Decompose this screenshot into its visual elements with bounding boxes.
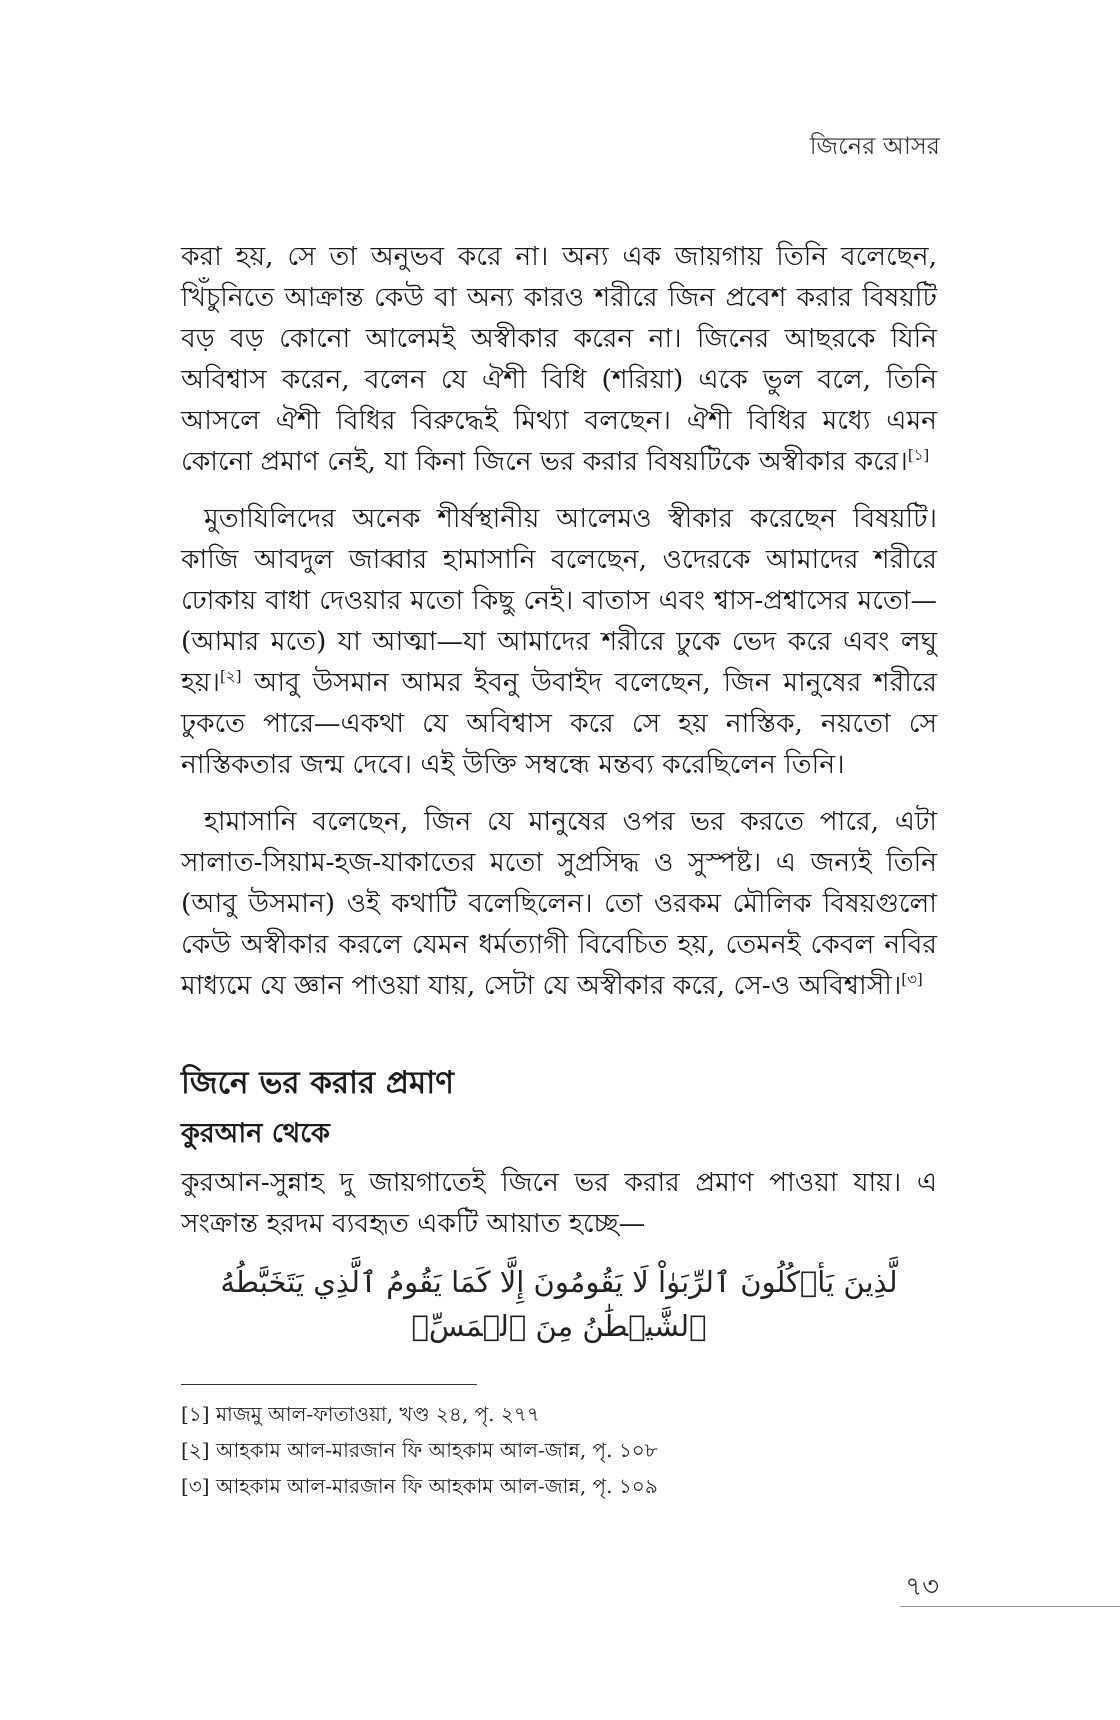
footnote-3: [৩] আহকাম আল-মারজান ফি আহকাম আল-জান্ন, পৃ. ১০৯ <box>181 1474 658 1498</box>
footnote-2: [২] আহকাম আল-মারজান ফি আহকাম আল-জান্ন, পৃ. ১০৮ <box>181 1438 658 1462</box>
paragraph-2-text-cont: আবু উসমান আমর ইবনু উবাইদ বলেছেন, জিন মানুষের শরীরে ঢুকতে পারে—একথা যে অবিশ্বাস করে সে হয় নাস্তিক, নয়তো সে নাস্তিকতার জন্ম দেবে। এই উক্তি সম্বন্ধে মন্তব্য করেছিলেন তিনি। <box>181 667 937 780</box>
arabic-verse <box>181 1260 937 1348</box>
page-number-rule <box>900 1606 1120 1607</box>
footnote-divider <box>181 1384 477 1385</box>
footnote-1: [১] মাজমু আল-ফাতাওয়া, খণ্ড ২৪, পৃ. ২৭৭ <box>181 1402 540 1426</box>
paragraph-1 <box>181 236 937 482</box>
page-number: ৭৩ <box>905 1572 939 1602</box>
page-body <box>181 236 937 1348</box>
footnote-ref-1: [১] <box>907 446 930 465</box>
running-head: জিনের আসর <box>809 132 940 160</box>
arabic-verse-line-2: ٱلشَّيۡطَٰنُ مِنَ ٱلۡمَسِّۚ <box>411 1309 707 1343</box>
paragraph-3 <box>181 801 937 1006</box>
paragraph-2-text: মুতাযিলিদের অনেক শীর্ষস্থানীয় আলেমও স্বীকার করেছেন বিষয়টি। কাজি আবদুল জাব্বার হামাসানি বলেছেন, ওদেরকে আমাদের শরীরে ঢোকায় বাধা দেওয়ার মতো কিছু নেই। বাতাস এবং শ্বাস-প্রশ্বাসের মতো—(আমার মতে) যা আত্মা—যা আমাদের শরীরে ঢুকে ভেদ করে এবং লঘু হয়। <box>181 503 937 698</box>
footnotes <box>181 1396 921 1504</box>
intro-paragraph: কুরআন-সুন্নাহ দু জায়গাতেই জিনে ভর করার প্রমাণ পাওয়া যায়। এ সংক্রান্ত হরদম ব্যবহৃত একটি আয়াত হচ্ছে— <box>181 1167 937 1239</box>
paragraph-3-text: হামাসানি বলেছেন, জিন যে মানুষের ওপর ভর করতে পারে, এটা সালাত-সিয়াম-হজ-যাকাতের মতো সুপ্রসিদ্ধ ও সুস্পষ্ট। এ জন্যই তিনি (আবু উসমান) ওই কথাটি বলেছিলেন। তো ওরকম মৌলিক বিষয়গুলো কেউ অস্বীকার করলে যেমন ধর্মত্যাগী বিবেচিত হয়, তেমনই কেবল নবির মাধ্যমে যে জ্ঞান পাওয়া যায়, সেটা যে অস্বীকার করে, সে-ও অবিশ্বাসী। <box>181 806 937 1001</box>
footnote-ref-3: [৩] <box>901 970 923 989</box>
footnote-ref-2: [২] <box>220 667 242 686</box>
paragraph-2 <box>181 498 937 785</box>
subsection-heading: কুরআন থেকে <box>181 1118 330 1149</box>
paragraph-1-text: করা হয়, সে তা অনুভব করে না। অন্য এক জায়গায় তিনি বলেছেন, খিঁচুনিতে আক্রান্ত কেউ বা অন্য কারও শরীরে জিন প্রবেশ করার বিষয়টি বড় বড় কোনো আলেমই অস্বীকার করেন না। জিনের আছরকে যিনি অবিশ্বাস করেন, বলেন যে ঐশী বিধি (শরিয়া) একে ভুল বলে, তিনি আসলে ঐশী বিধির বিরুদ্ধেই মিথ্যা বলছেন। ঐশী বিধির মধ্যে এমন কোনো প্রমাণ নেই, যা কিনা জিনে ভর করার বিষয়টিকে অস্বীকার করে। <box>181 241 937 477</box>
section-heading: জিনে ভর করার প্রমাণ <box>181 1065 454 1101</box>
arabic-verse-line-1: لَّذِينَ يَأۡكُلُونَ ٱلرِّبَوٰاْ لَا يَقُومُونَ إِلَّا كَمَا يَقُومُ ٱلَّذِي يَتَخَبَّطُهُ <box>220 1265 898 1299</box>
